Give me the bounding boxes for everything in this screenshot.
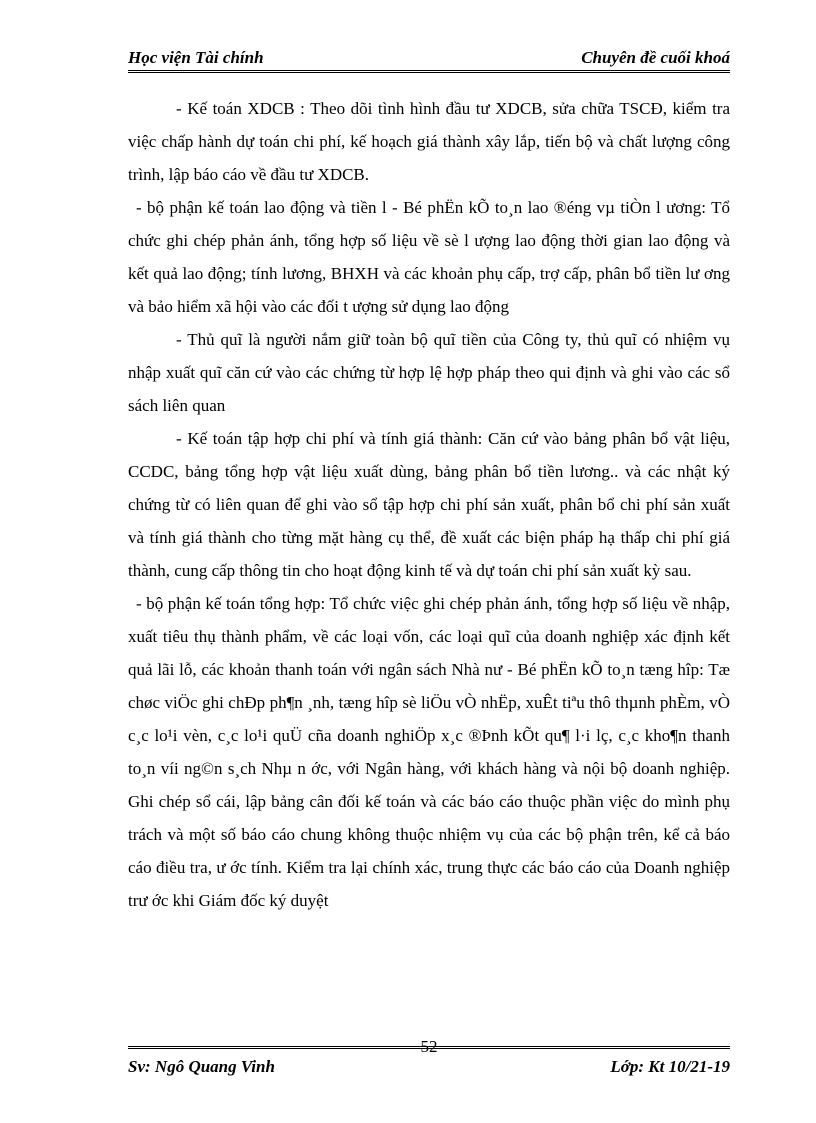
footer-student-name: Sv: Ngô Quang Vinh — [128, 1057, 275, 1076]
page-header — [128, 48, 730, 73]
footer-class: Lớp: Kt 10/21-19 — [610, 1057, 730, 1076]
paragraph-treasurer: - Thủ quĩ là người nắm giữ toàn bộ quĩ tiền của Công ty, thủ quĩ có nhiệm vụ nhập xuất quĩ căn cứ vào các chứng từ hợp lệ hợp pháp theo qui định và ghi vào các sổ sách liên quan — [128, 330, 730, 415]
paragraph-labor-wage-accounting: - bộ phận kế toán lao động và tiền l - Bé phËn kÕ to¸n lao ®éng vµ tiÒn l ương: Tổ chức ghi chép phản ánh, tổng hợp số liệu về sè l ượng lao động thời gian lao động và kết quả lao động; tính lương, BHXH và các khoản phụ cấp, trợ cấp, phân bổ tiền lư ơng và bảo hiểm xã hội vào các đối t ượng sử dụng lao động — [128, 198, 730, 316]
paragraph-xdcb-accountant: - Kế toán XDCB : Theo dõi tình hình đầu tư XDCB, sửa chữa TSCĐ, kiểm tra việc chấp hành dự toán chi phí, kế hoạch giá thành xây lắp, tiến bộ và chất lượng công trình, lập báo cáo về đầu tư XDCB. — [128, 99, 730, 184]
paragraph-cost-accounting: - Kế toán tập hợp chi phí và tính giá thành: Căn cứ vào bảng phân bổ vật liệu, CCDC, bảng tổng hợp vật liệu xuất dùng, bảng phân bổ tiền lương.. và các nhật ký chứng từ có liên quan để ghi vào sổ tập hợp chi phí sản xuất, phân bổ chi phí sản xuất và tính giá thành cho từng mặt hàng cụ thể, đề xuất các biện pháp hạ thấp chi phí giá thành, cung cấp thông tin cho hoạt động kinh tế và dự toán chi phí sản xuất kỳ sau. — [128, 429, 730, 580]
header-document-title: Chuyên đề cuối khoá — [581, 48, 730, 67]
paragraph-general-accounting: - bộ phận kế toán tổng hợp: Tổ chức việc ghi chép phản ánh, tổng hợp số liệu về nhập, xuất tiêu thụ thành phẩm, về các loại vốn, các loại quĩ của doanh nghiệp xác định kết quả lãi lỗ, các khoản thanh toán với ngân sách Nhà nư - Bé phËn kÕ to¸n tæng hîp: Tæ chøc viÖc ghi chÐp ph¶n ¸nh, tæng hîp sè liÖu vÒ nhËp, xuÊt tiªu thô thµnh phÈm, vÒ c¸c lo¹i vèn, c¸c lo¹i quÜ cña doanh nghiÖp x¸c ®Þnh kÕt qu¶ l·i lç, c¸c kho¶n thanh to¸n víi ng©n s¸ch Nhµ n ớc, với Ngân hàng, với khách hàng và nội bộ doanh nghiệp. Ghi chép sổ cái, lập bảng cân đối kế toán và các báo cáo thuộc phần việc do mình phụ trách và một số báo cáo chung không thuộc nhiệm vụ của các bộ phận trên, kể cả báo cáo điều tra, ư ớc tính. Kiểm tra lại chính xác, trung thực các báo cáo của Doanh nghiệp trư ớc khi Giám đốc ký duyệt — [128, 594, 730, 910]
body-text — [128, 92, 730, 917]
page-number: 52 — [420, 1037, 438, 1056]
page-footer — [128, 1037, 730, 1079]
header-institution: Học viện Tài chính — [128, 48, 264, 67]
